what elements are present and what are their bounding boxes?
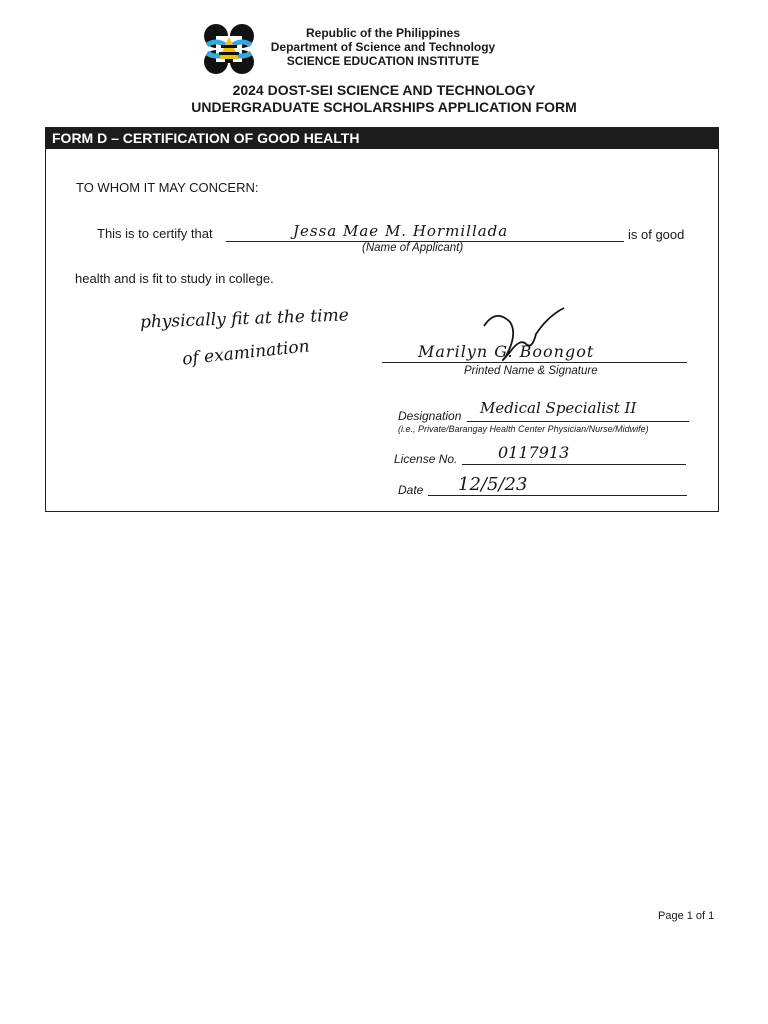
- handwritten-note-line-2: of examination: [181, 336, 311, 370]
- agency-line-2: Department of Science and Technology: [270, 40, 496, 54]
- agency-header: [258, 26, 508, 68]
- license-line: [462, 464, 686, 465]
- agency-line-3: SCIENCE EDUCATION INSTITUTE: [286, 54, 480, 68]
- designation-line: [467, 421, 689, 422]
- signature-caption: Printed Name & Signature: [464, 365, 598, 377]
- date-label: Date: [398, 483, 424, 497]
- applicant-name-field[interactable]: Jessa Mae M. Hormillada: [293, 222, 509, 240]
- handwritten-note-line-1: physically fit at the time: [139, 305, 350, 333]
- page-number: Page 1 of 1: [658, 910, 715, 922]
- designation-label: Designation: [398, 409, 462, 423]
- certify-prefix: This is to certify that: [97, 226, 213, 241]
- designation-field[interactable]: Medical Specialist II: [480, 399, 637, 417]
- form-title: [0, 82, 768, 116]
- license-field[interactable]: 0117913: [498, 443, 570, 462]
- signature-line: [382, 362, 687, 363]
- dost-sei-logo-icon: [203, 23, 255, 75]
- section-title-bar: FORM D – CERTIFICATION OF GOOD HEALTH: [46, 128, 718, 149]
- agency-line-1: Republic of the Philippines: [305, 26, 460, 40]
- certification-form: [45, 127, 719, 512]
- certify-line-2: health and is fit to study in college.: [75, 271, 274, 286]
- salutation: TO WHOM IT MAY CONCERN:: [76, 180, 259, 195]
- signatory-name: Marilyn G. Boongot: [418, 342, 595, 361]
- date-field[interactable]: 12/5/23: [458, 474, 528, 495]
- designation-hint: (i.e., Private/Barangay Health Center Physician/Nurse/Midwife): [398, 424, 649, 434]
- form-title-line-2: UNDERGRADUATE SCHOLARSHIPS APPLICATION FORM: [191, 99, 577, 115]
- form-title-line-1: 2024 DOST-SEI SCIENCE AND TECHNOLOGY: [232, 82, 536, 98]
- date-line: [428, 495, 687, 496]
- license-label: License No.: [394, 452, 458, 466]
- certify-suffix: is of good: [628, 227, 685, 242]
- name-caption: (Name of Applicant): [362, 242, 464, 254]
